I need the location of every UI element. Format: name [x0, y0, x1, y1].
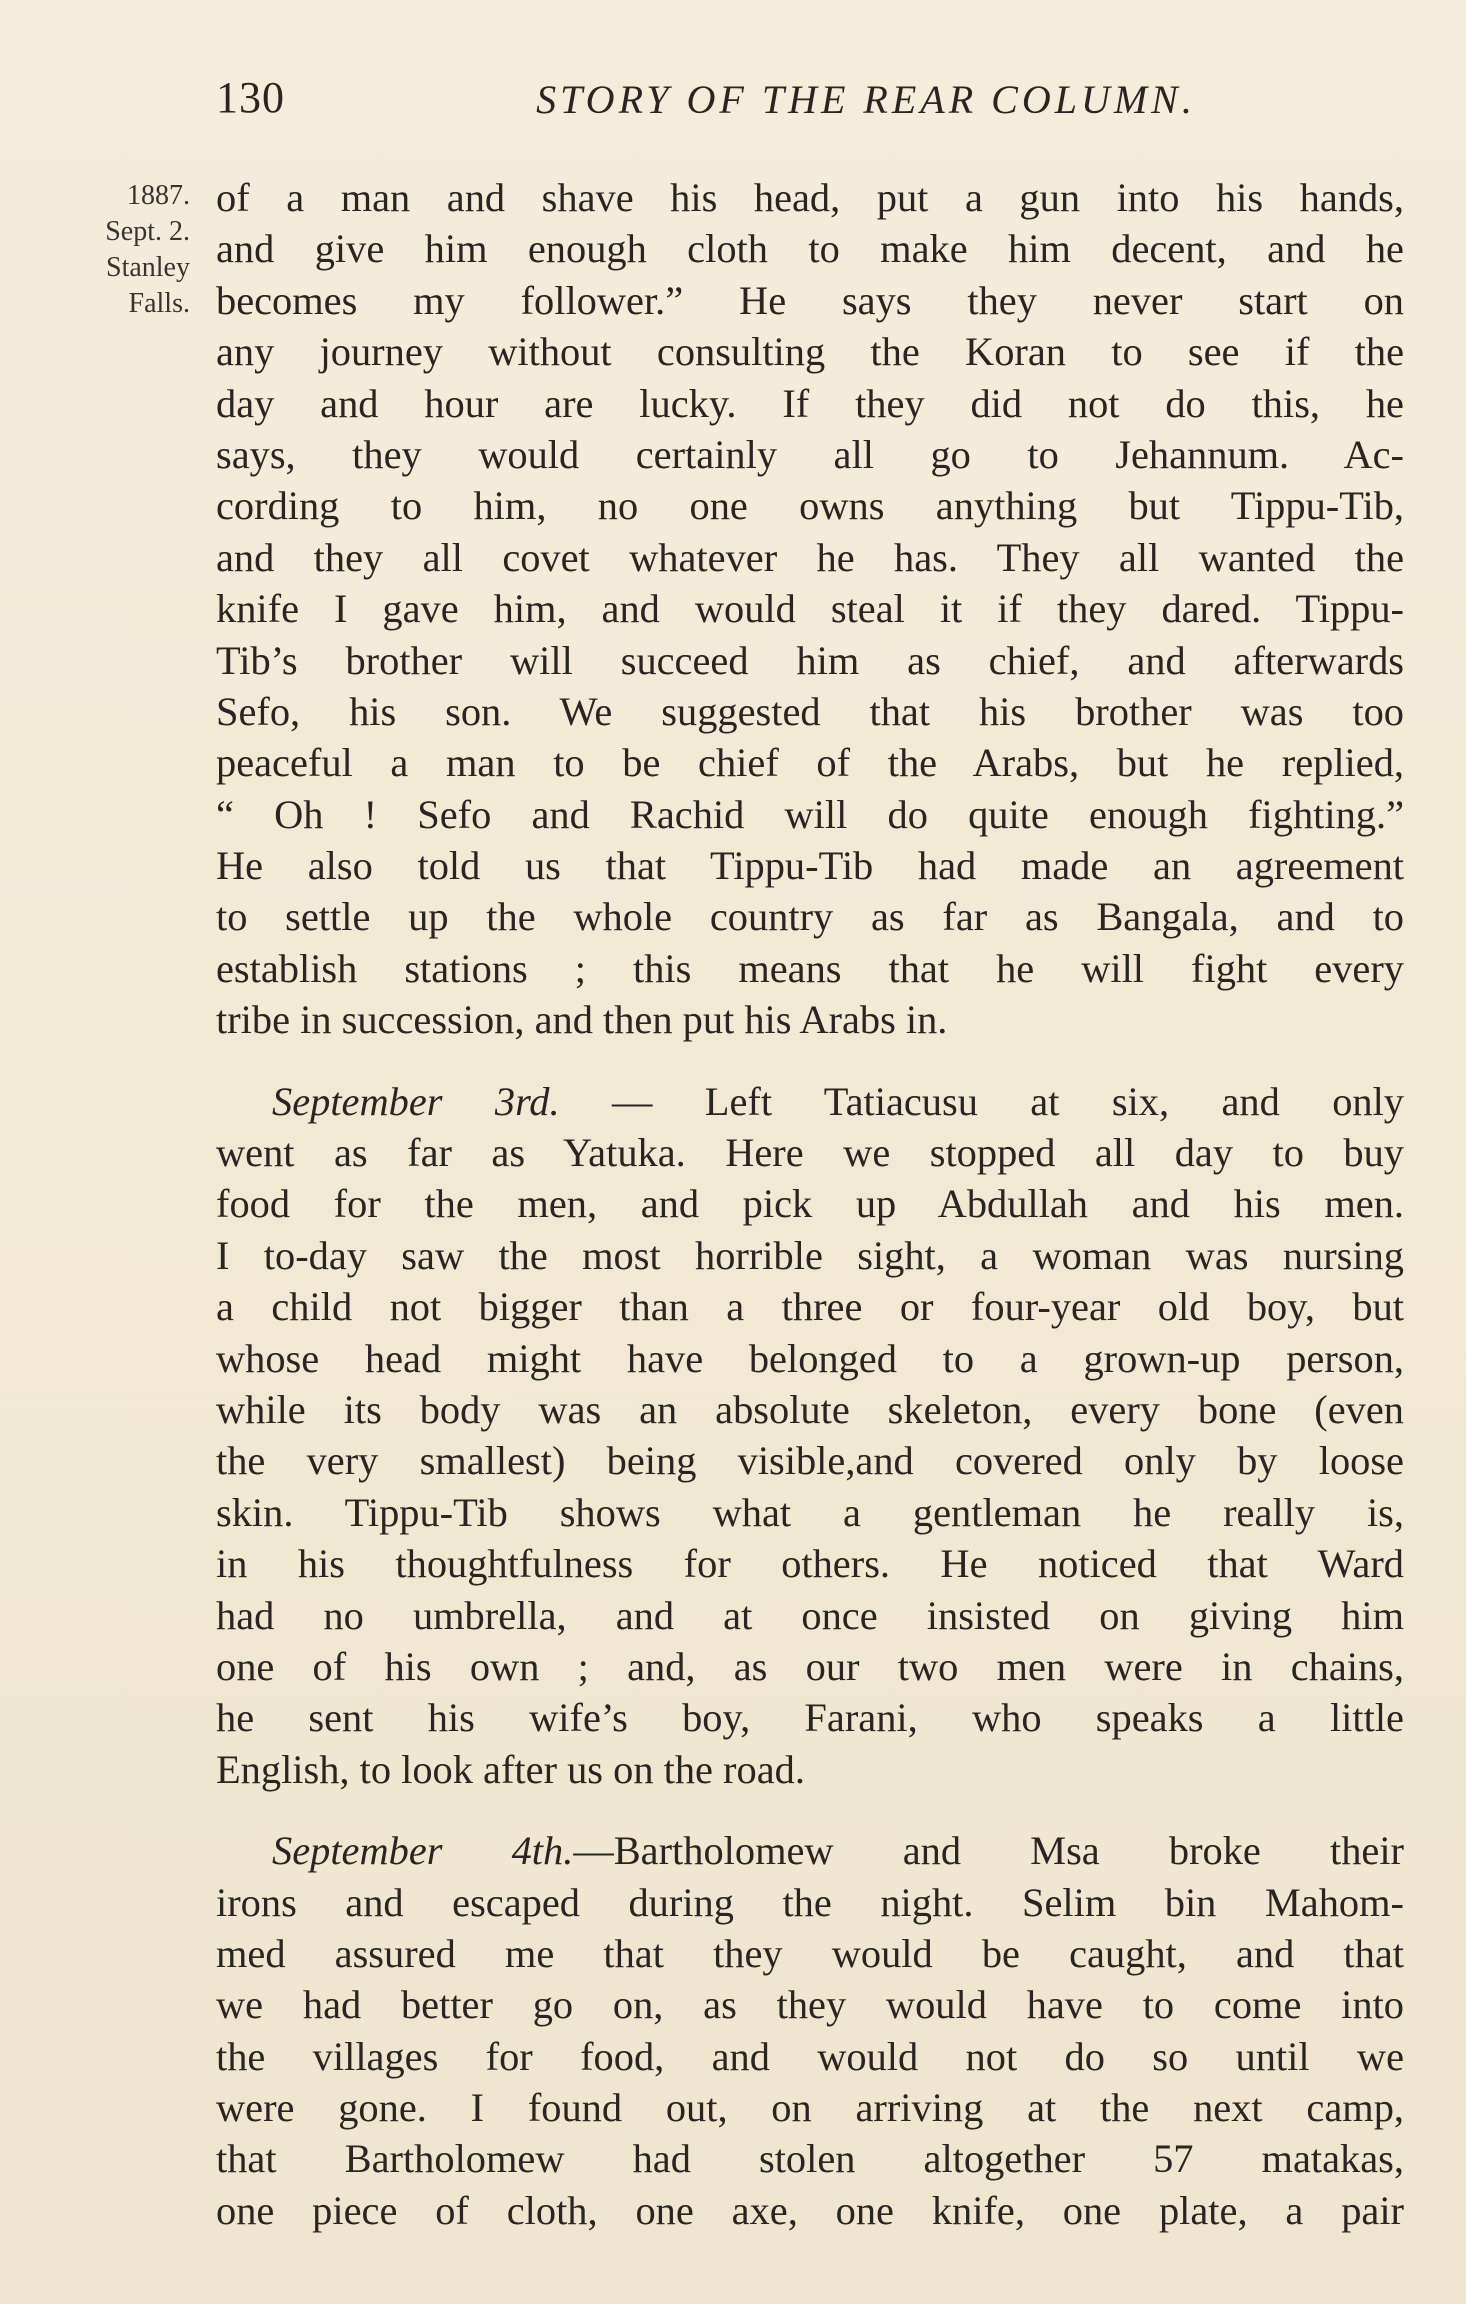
paragraph-gap: [216, 1046, 1404, 1076]
paragraph-2: [216, 1076, 1404, 1795]
paragraph-gap: [216, 1795, 1404, 1825]
text-line: English, to look after us on the road.: [216, 1746, 805, 1792]
margin-note-place: Stanley: [106, 252, 190, 283]
text-line: food for the men, and pick up Abdullah and his men.: [216, 1181, 1404, 1227]
margin-note-year: 1887.: [127, 180, 190, 211]
text-line: establish stations ; this means that he will fight every: [216, 945, 1404, 991]
text-line: and give him enough cloth to make him decent, and he: [216, 226, 1404, 272]
margin-note-date: Sept. 2.: [105, 216, 190, 247]
margin-note-place-2: Falls.: [128, 288, 190, 319]
paragraph-3: [216, 1825, 1404, 2236]
text-line: and they all covet whatever he has. They all wanted the: [216, 534, 1404, 580]
page-header: [216, 72, 1406, 132]
text-line: “ Oh ! Sefo and Rachid will do quite enough fighting.”: [216, 791, 1404, 837]
text-line: we had better go on, as they would have to come into: [216, 1982, 1404, 2028]
text-line: skin. Tippu-Tib shows what a gentleman he really is,: [216, 1489, 1404, 1535]
text-line: irons and escaped during the night. Selim bin Mahom-: [216, 1879, 1404, 1925]
text-line-rest: — Left Tatiacusu at six, and only: [559, 1078, 1404, 1124]
text-line: [216, 1825, 1404, 1876]
text-line: he sent his wife’s boy, Farani, who speaks a little: [216, 1695, 1404, 1741]
text-line: in his thoughtfulness for others. He noticed that Ward: [216, 1541, 1404, 1587]
running-title: STORY OF THE REAR COLUMN.: [536, 77, 1196, 122]
text-line: were gone. I found out, on arriving at the next camp,: [216, 2085, 1404, 2131]
text-line: the villages for food, and would not do so until we: [216, 2033, 1404, 2079]
text-line: whose head might have belonged to a grown-up person,: [216, 1335, 1404, 1381]
body-text: [216, 172, 1404, 2236]
text-line: one piece of cloth, one axe, one knife, one plate, a pair: [216, 2187, 1404, 2233]
text-line: He also told us that Tippu-Tib had made an agreement: [216, 843, 1404, 889]
text-line: while its body was an absolute skeleton, every bone (even: [216, 1386, 1404, 1432]
paragraph-1: [216, 172, 1404, 1046]
page-number: 130: [216, 73, 285, 122]
text-line: had no umbrella, and at once insisted on giving him: [216, 1592, 1404, 1638]
text-line: Tib’s brother will succeed him as chief, and afterwards: [216, 637, 1404, 683]
text-line: of a man and shave his head, put a gun into his hands,: [216, 175, 1404, 220]
text-line-rest: —Bartholomew and Msa broke their: [573, 1828, 1404, 1874]
text-line: becomes my follower.” He says they never start on: [216, 277, 1404, 323]
text-line: I to-day saw the most horrible sight, a woman was nursing: [216, 1232, 1404, 1278]
text-line: that Bartholomew had stolen altogether 57 matakas,: [216, 2136, 1404, 2182]
text-line: any journey without consulting the Koran to see if the: [216, 329, 1404, 375]
text-line: tribe in succession, and then put his Arabs in.: [216, 997, 948, 1043]
text-line: one of his own ; and, as our two men were in chains,: [216, 1643, 1404, 1689]
text-line: [216, 1076, 1404, 1127]
text-line: Sefo, his son. We suggested that his brother was too: [216, 688, 1404, 734]
text-line: med assured me that they would be caught, and that: [216, 1930, 1404, 1976]
text-line: peaceful a man to be chief of the Arabs, but he replied,: [216, 740, 1404, 786]
entry-date: September 3rd.: [272, 1078, 560, 1124]
text-line: says, they would certainly all go to Jehannum. Ac-: [216, 431, 1404, 477]
text-line: cording to him, no one owns anything but Tippu-Tib,: [216, 483, 1404, 529]
margin-notes: [40, 178, 190, 322]
text-line: a child not bigger than a three or four-year old boy, but: [216, 1284, 1404, 1330]
text-line: the very smallest) being visible,and covered only by loose: [216, 1438, 1404, 1484]
text-line: day and hour are lucky. If they did not do this, he: [216, 380, 1404, 426]
text-line: went as far as Yatuka. Here we stopped all day to buy: [216, 1130, 1404, 1176]
text-line: knife I gave him, and would steal it if they dared. Tippu-: [216, 586, 1404, 632]
entry-date: September 4th.: [272, 1828, 574, 1874]
text-line: to settle up the whole country as far as Bangala, and to: [216, 894, 1404, 940]
